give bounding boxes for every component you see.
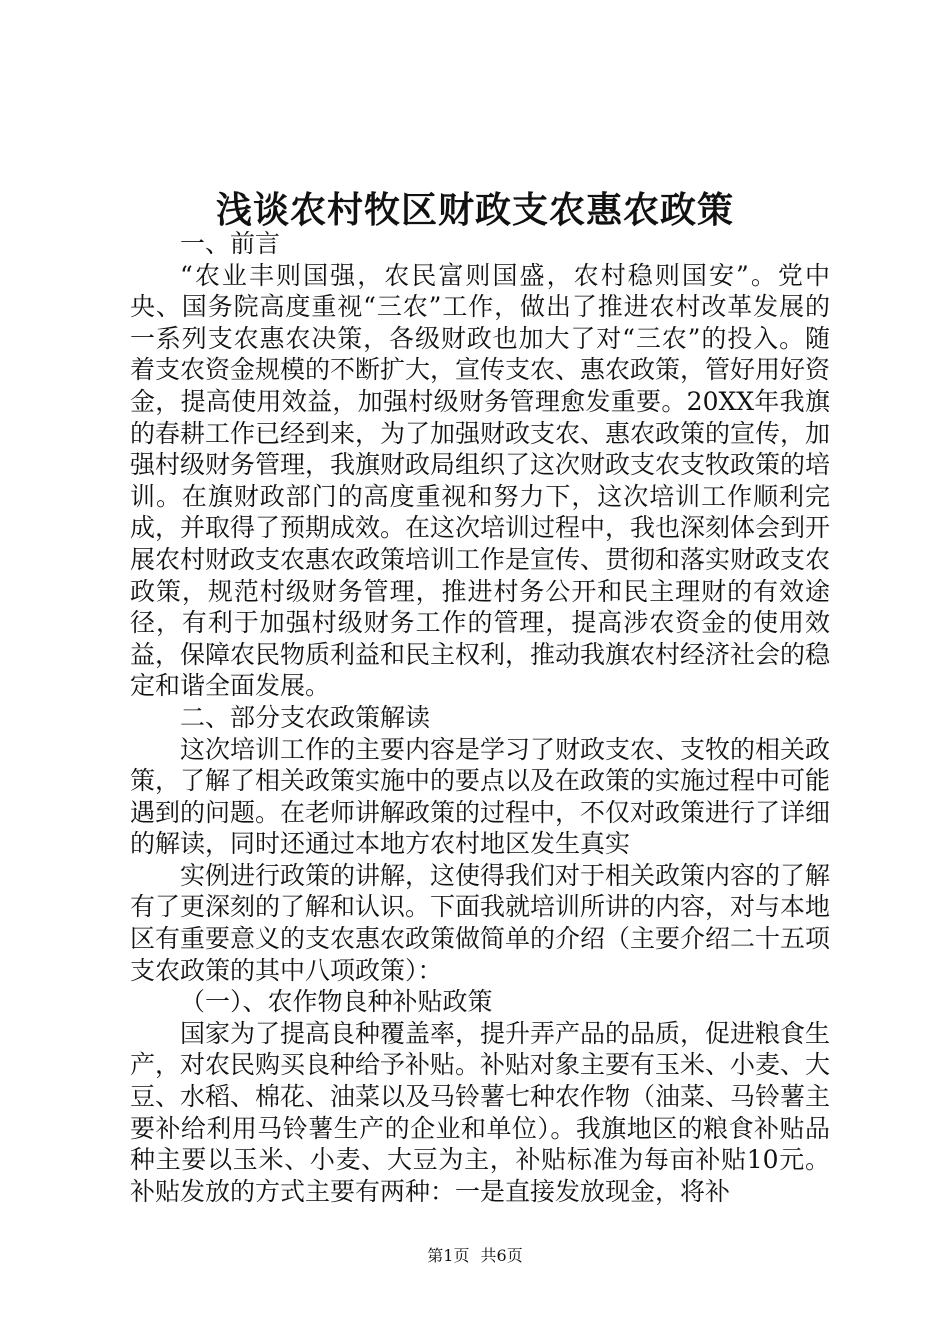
- subsection-heading-seed-subsidy: （一）、农作物良种补贴政策: [180, 987, 493, 1017]
- document-body: [130, 228, 830, 1207]
- section-heading-policy-reading: 二、部分支农政策解读: [180, 702, 431, 732]
- document-title: 浅谈农村牧区财政支农惠农政策: [215, 189, 734, 231]
- page-number: 第1页: [427, 1246, 470, 1265]
- paragraph-seed-subsidy: 国家为了提高良种覆盖率，提升弄产品的品质，促进粮食生产，对农民购买良种给予补贴。补贴对象主要有玉米、小麦、大豆、水稻、棉花、油菜以及马铃薯七种农作物（油菜、马铃薯主要补给利用马铃薯生产的企业和单位）。我旗地区的粮食补贴品种主要以玉米、小麦、大豆为主，补贴标准为每亩补贴10元。补贴发放的方式主要有两种：一是直接发放现金，将补: [130, 1018, 831, 1206]
- paragraph-preface: “农业丰则国强，农民富则国盛，农村稳则国安”。党中央、国务院高度重视“三农”工作，做出了推进农村改革发展的一系列支农惠农决策，各级财政也加大了对“三农”的投入。随着支农资金规模的不断扩大，宣传支农、惠农政策，管好用好资金，提高使用效益，加强村级财务管理愈发重要。20XX年我旗的春耕工作已经到来，为了加强财政支农、惠农政策的宣传，加强村级财务管理，我旗财政局组织了这次财政支农支牧政策的培训。在旗财政部门的高度重视和努力下，这次培训工作顺利完成，并取得了预期成效。在这次培训过程中，我也深刻体会到开展农村财政支农惠农政策培训工作是宣传、贯彻和落实财政支农政策，规范村级财务管理，推进村务公开和民主理财的有效途径，有利于加强村级财务工作的管理，提高涉农资金的使用效益，保障农民物质利益和民主权利，推动我旗农村经济社会的稳定和谐全面发展。: [130, 260, 831, 701]
- page-total: 共6页: [480, 1246, 523, 1265]
- section-heading-preface: 一、前言: [180, 229, 281, 258]
- paragraph-training-content: 这次培训工作的主要内容是学习了财政支农、支牧的相关政策，了解了相关政策实施中的要点以及在政策的实施过程中可能遇到的问题。在老师讲解政策的过程中，不仅对政策进行了详细的解读，同时还通过本地方农村地区发生真实: [130, 734, 831, 859]
- paragraph-policy-examples: 实例进行政策的讲解，这使得我们对于相关政策内容的了解有了更深刻的了解和认识。下面我就培训所讲的内容，对与本地区有重要意义的支农惠农政策做简单的介绍（主要介绍二十五项支农政策的其中八项政策）：: [130, 860, 831, 985]
- page-footer: [0, 1244, 950, 1268]
